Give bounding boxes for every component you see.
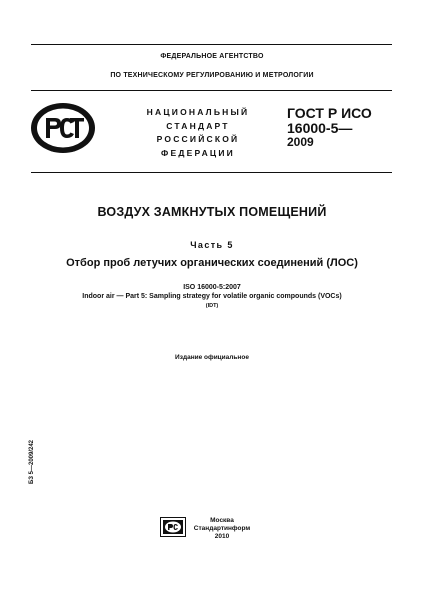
publisher-year: 2010 [214,533,230,540]
designation-line-1: ГОСТ Р ИСО [287,105,372,121]
iso-english-title: Indoor air — Part 5: Sampling strategy for volatile organic compounds (VOCs) [82,293,342,300]
designation-line-2: 16000-5— [287,119,353,136]
top-rule [31,44,392,45]
national-standard-line-1: НАЦИОНАЛЬНЫЙ [146,107,250,117]
designation-line-3: 2009 [287,135,314,149]
publisher-city: Москва [210,517,234,524]
agency-line-1: ФЕДЕРАЛЬНОЕ АГЕНТСТВО [160,53,264,60]
standard-designation [287,106,397,150]
gost-r-logo [30,102,96,154]
national-standard-line-2: СТАНДАРТ [166,120,230,131]
publisher-logo [160,517,186,537]
publisher-block [192,517,252,541]
gost-r-logo-icon [30,102,96,154]
iso-equivalence: (IDT) [205,303,219,309]
publisher-name: Стандартинформ [193,525,251,532]
logo-rule [31,172,392,173]
iso-number: ISO 16000-5:2007 [183,284,241,291]
document-subtitle: Отбор проб летучих органических соединений (ЛОС) [66,257,358,269]
national-standard-line-3: РОССИЙСКОЙ [156,134,240,144]
national-standard-block [138,106,258,160]
part-label: Часть 5 [190,240,234,250]
agency-line-2: ПО ТЕХНИЧЕСКОМУ РЕГУЛИРОВАНИЮ И МЕТРОЛОГИИ [110,72,314,79]
header-rule [31,90,392,91]
publisher-logo-icon [160,517,186,537]
side-code: БЗ 5—2009/242 [29,439,35,484]
official-edition: Издание официальное [175,354,249,361]
national-standard-line-4: ФЕДЕРАЦИИ [161,147,235,158]
document-title: ВОЗДУХ ЗАМКНУТЫХ ПОМЕЩЕНИЙ [97,205,327,219]
